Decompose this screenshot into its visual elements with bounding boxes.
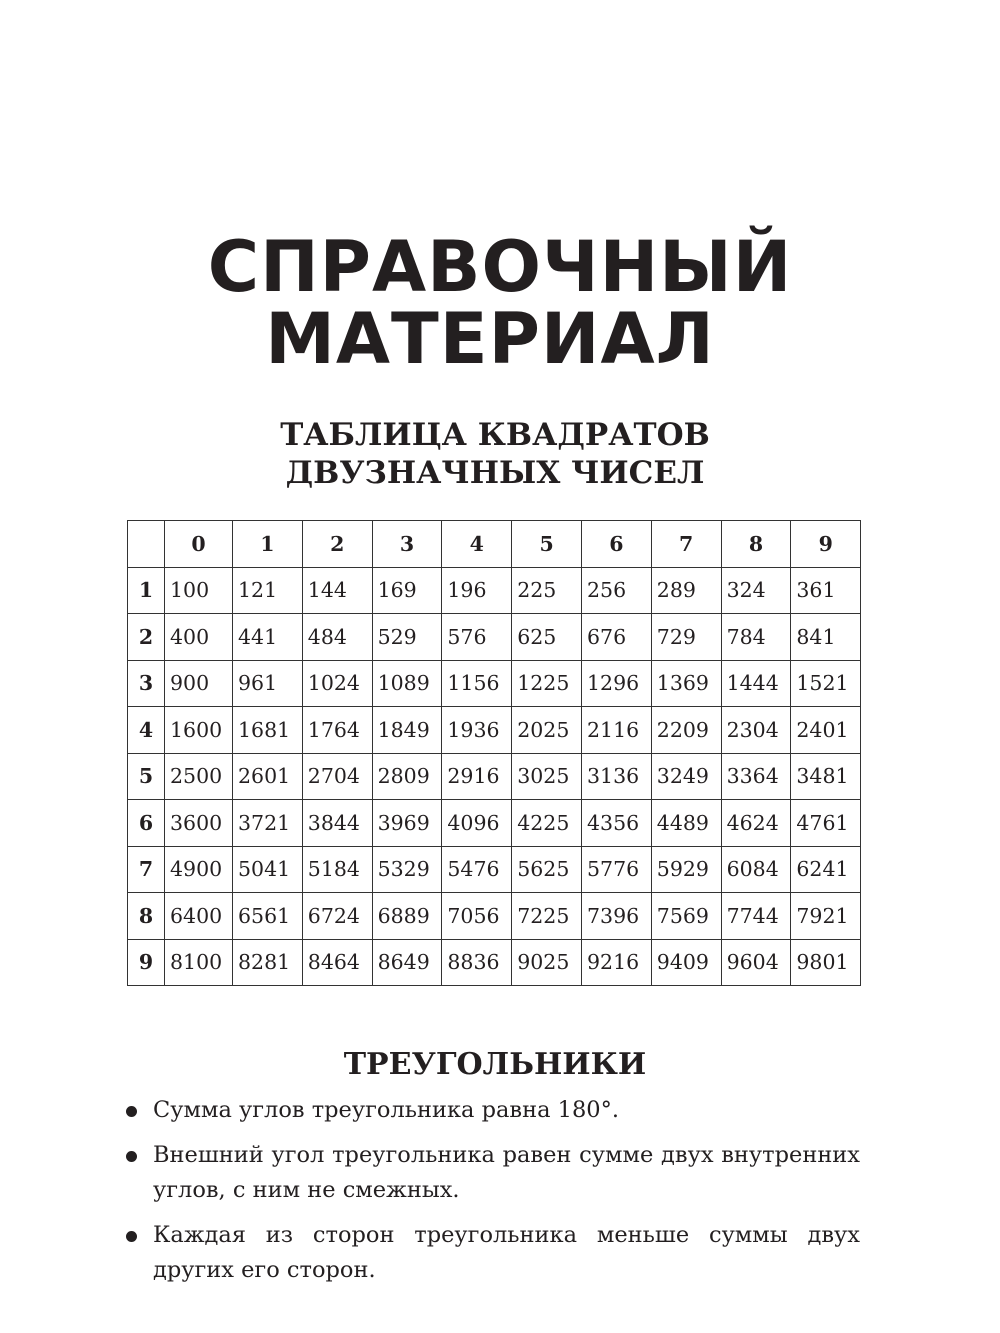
table-cell: 6084 [721,846,791,893]
table-cell: 400 [165,614,233,661]
squares-table-title [0,416,990,492]
table-cell: 3481 [791,753,861,800]
table-cell: 2916 [442,753,512,800]
table-cell: 2500 [165,753,233,800]
fact-text: Сумма углов треугольника равна 180°. [153,1097,620,1123]
table-cell: 3136 [581,753,651,800]
table-cell: 4096 [442,800,512,847]
table-cell: 6241 [791,846,861,893]
table-cell: 3364 [721,753,791,800]
table-cell: 9604 [721,939,791,986]
table-cell: 5929 [651,846,721,893]
table-cell: 7921 [791,893,861,940]
list-item [124,1138,860,1208]
page-title-line-2: МАТЕРИАЛ [265,298,715,380]
bullet-icon [126,1106,137,1117]
fact-text: Каждая из сторон треугольника меньше суммы двух других его сторон. [153,1222,860,1283]
table-cell: 4489 [651,800,721,847]
table-row [128,893,861,940]
fact-text: Внешний угол треугольника равен сумме двух внутренних углов, с ним не смежных. [153,1142,860,1203]
table-cell: 2116 [581,707,651,754]
table-cell: 9801 [791,939,861,986]
table-cell: 3844 [302,800,372,847]
table-cell: 7056 [442,893,512,940]
table-cell: 1296 [581,660,651,707]
table-cell: 1849 [372,707,442,754]
table-cell: 676 [581,614,651,661]
table-cell: 484 [302,614,372,661]
table-cell: 1936 [442,707,512,754]
column-header: 1 [233,521,303,568]
bullet-icon [126,1231,137,1242]
table-cell: 1600 [165,707,233,754]
row-header: 5 [128,753,165,800]
list-item [124,1218,860,1288]
column-header: 2 [302,521,372,568]
table-cell: 3600 [165,800,233,847]
row-header: 7 [128,846,165,893]
table-row [128,939,861,986]
table-cell: 324 [721,567,791,614]
table-cell: 225 [512,567,582,614]
table-cell: 2809 [372,753,442,800]
table-cell: 2209 [651,707,721,754]
row-header: 2 [128,614,165,661]
list-item [124,1093,860,1128]
table-cell: 8100 [165,939,233,986]
table-cell: 9216 [581,939,651,986]
row-header: 1 [128,567,165,614]
table-cell: 1089 [372,660,442,707]
table-cell: 961 [233,660,303,707]
column-header: 3 [372,521,442,568]
table-cell: 1681 [233,707,303,754]
column-header: 9 [791,521,861,568]
table-cell: 5776 [581,846,651,893]
row-header: 6 [128,800,165,847]
squares-table-title-line-2: ДВУЗНАЧНЫХ ЧИСЕЛ [285,455,705,491]
table-cell: 4900 [165,846,233,893]
table-cell: 3249 [651,753,721,800]
table-cell: 169 [372,567,442,614]
table-cell: 1225 [512,660,582,707]
table-cell: 2704 [302,753,372,800]
column-header: 5 [512,521,582,568]
table-cell: 1444 [721,660,791,707]
table-cell: 4624 [721,800,791,847]
table-cell: 5625 [512,846,582,893]
table-cell: 784 [721,614,791,661]
squares-table [127,520,861,986]
table-cell: 576 [442,614,512,661]
table-cell: 121 [233,567,303,614]
table-cell: 8281 [233,939,303,986]
table-row [128,660,861,707]
squares-table-title-line-1: ТАБЛИЦА КВАДРАТОВ [280,417,710,453]
table-cell: 196 [442,567,512,614]
table-cell: 6400 [165,893,233,940]
row-header: 4 [128,707,165,754]
table-body [128,567,861,986]
bullet-icon [126,1151,137,1162]
table-header-row [128,521,861,568]
column-header: 4 [442,521,512,568]
table-row [128,614,861,661]
table-cell: 3721 [233,800,303,847]
table-cell: 1024 [302,660,372,707]
table-cell: 8464 [302,939,372,986]
row-header: 3 [128,660,165,707]
table-row [128,846,861,893]
table-cell: 2025 [512,707,582,754]
table-cell: 144 [302,567,372,614]
table-cell: 3025 [512,753,582,800]
page-title [0,226,1000,380]
triangle-facts-list [124,1093,860,1298]
table-corner-cell [128,521,165,568]
table-cell: 3969 [372,800,442,847]
table-cell: 1369 [651,660,721,707]
row-header: 9 [128,939,165,986]
table-cell: 4761 [791,800,861,847]
table-cell: 729 [651,614,721,661]
table-cell: 529 [372,614,442,661]
table-cell: 841 [791,614,861,661]
table-cell: 7744 [721,893,791,940]
table-cell: 289 [651,567,721,614]
table-cell: 6889 [372,893,442,940]
column-header: 8 [721,521,791,568]
table-cell: 5041 [233,846,303,893]
table-cell: 7225 [512,893,582,940]
column-header: 0 [165,521,233,568]
column-header: 6 [581,521,651,568]
table-cell: 256 [581,567,651,614]
triangles-title: ТРЕУГОЛЬНИКИ [343,1047,647,1082]
table-cell: 6724 [302,893,372,940]
table-cell: 1764 [302,707,372,754]
table-row [128,753,861,800]
table-cell: 1156 [442,660,512,707]
table-cell: 361 [791,567,861,614]
table-cell: 6561 [233,893,303,940]
table-cell: 2304 [721,707,791,754]
table-cell: 100 [165,567,233,614]
row-header: 8 [128,893,165,940]
table-cell: 441 [233,614,303,661]
table-cell: 2401 [791,707,861,754]
table-row [128,707,861,754]
table-cell: 900 [165,660,233,707]
table-cell: 9409 [651,939,721,986]
table-cell: 8649 [372,939,442,986]
page-title-line-1: СПРАВОЧНЫЙ [207,226,793,308]
table-cell: 4225 [512,800,582,847]
table-cell: 8836 [442,939,512,986]
table-cell: 5476 [442,846,512,893]
table-row [128,800,861,847]
table-cell: 5184 [302,846,372,893]
table-cell: 2601 [233,753,303,800]
table-row [128,567,861,614]
column-header: 7 [651,521,721,568]
table-cell: 9025 [512,939,582,986]
table-cell: 4356 [581,800,651,847]
table-cell: 1521 [791,660,861,707]
table-cell: 7569 [651,893,721,940]
table-cell: 5329 [372,846,442,893]
table-cell: 7396 [581,893,651,940]
table-cell: 625 [512,614,582,661]
